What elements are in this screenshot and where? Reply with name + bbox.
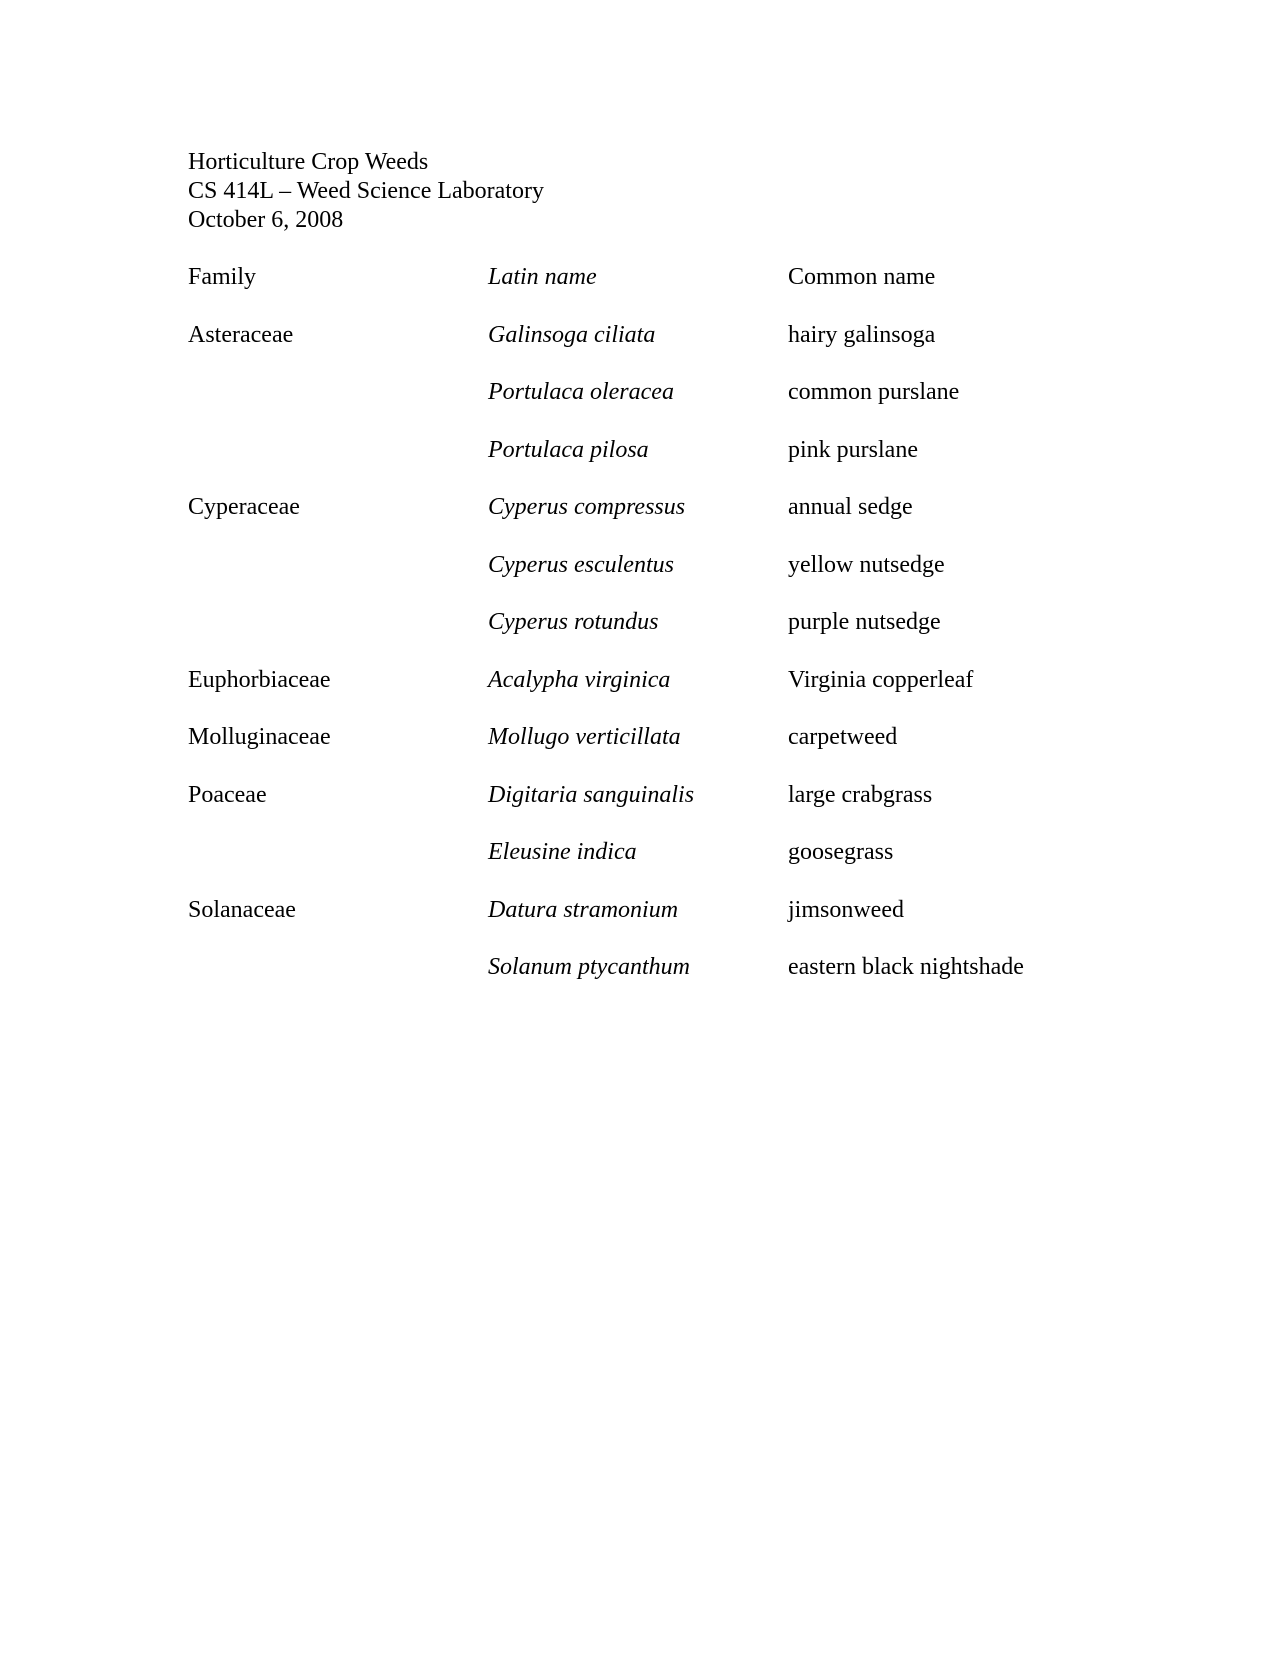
table-row [188,837,1088,895]
common-name-cell: purple nutsedge [788,609,941,635]
column-header-latin: Latin name [488,264,597,290]
latin-name-cell: Solanum ptycanthum [488,954,690,980]
common-name-cell: common purslane [788,379,960,405]
common-name-cell: Virginia copperleaf [788,666,974,693]
common-name-cell: pink purslane [788,436,918,463]
latin-name-cell: Galinsoga ciliata [488,321,656,348]
table-row [188,377,1088,435]
latin-name-cell: Digitaria sanguinalis [488,781,695,808]
table-row [188,607,1088,665]
family-cell: Solanaceae [188,896,296,923]
latin-name-cell: Portulaca oleracea [488,379,674,405]
column-header-common: Common name [788,264,936,290]
latin-name-cell: Mollugo verticillata [488,724,681,750]
table-row [188,665,1088,723]
latin-name-cell: Eleusine indica [488,839,637,865]
family-cell: Asteraceae [188,321,294,348]
family-cell: Cyperaceae [188,494,300,520]
table-row [188,320,1088,378]
common-name-cell: yellow nutsedge [788,551,945,578]
document-date: October 6, 2008 [188,207,344,233]
common-name-cell: hairy galinsoga [788,321,936,348]
table-row [188,952,1088,1010]
common-name-cell: eastern black nightshade [788,954,1024,980]
table-header-row [188,262,1088,320]
common-name-cell: annual sedge [788,494,913,520]
table-row [188,492,1088,550]
document-title: Horticulture Crop Weeds [188,149,429,175]
table-row [188,435,1088,493]
family-cell: Euphorbiaceae [188,666,331,693]
table-row [188,722,1088,780]
latin-name-cell: Acalypha virginica [488,666,671,693]
table-row [188,550,1088,608]
latin-name-cell: Cyperus rotundus [488,609,659,635]
latin-name-cell: Cyperus compressus [488,494,686,520]
course-line: CS 414L – Weed Science Laboratory [188,178,544,204]
table-row [188,780,1088,838]
weed-table [188,262,1088,1010]
common-name-cell: jimsonweed [788,896,904,923]
latin-name-cell: Portulaca pilosa [488,436,649,463]
family-cell: Poaceae [188,781,267,808]
common-name-cell: large crabgrass [788,781,933,808]
latin-name-cell: Cyperus esculentus [488,551,674,578]
latin-name-cell: Datura stramonium [488,896,679,923]
column-header-family: Family [188,264,257,290]
table-row [188,895,1088,953]
common-name-cell: carpetweed [788,724,898,750]
document-header [188,148,544,235]
common-name-cell: goosegrass [788,839,894,865]
family-cell: Molluginaceae [188,724,331,750]
